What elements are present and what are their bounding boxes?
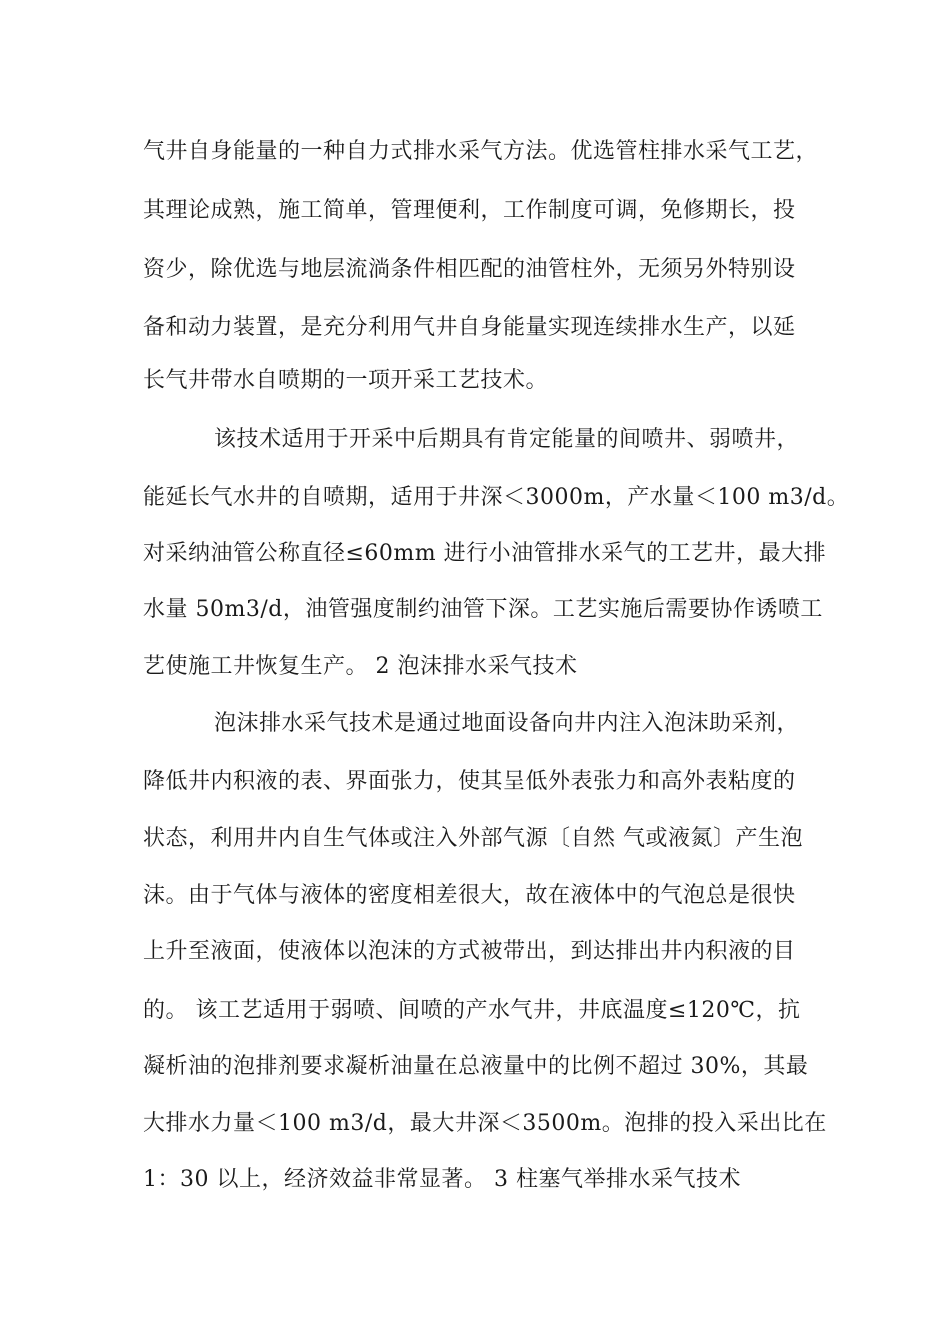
paragraph-start-line: 泡沫排水采气技术是通过地面设备向井内注入泡沫助采剂， [214, 711, 800, 736]
text-line: 大排水力量＜100 m3/d，最大井深＜3500m。泡排的投入采出比在 [143, 1111, 827, 1136]
text-line: 气井自身能量的一种自力式排水采气方法。优选管柱排水采气工艺， [143, 139, 819, 164]
text-line: 对采纳油管公称直径≤60mm 进行小油管排水采气的工艺井，最大排 [143, 541, 827, 566]
text-line: 其理论成熟，施工简单，管理便利，工作制度可调，免修期长，投 [143, 198, 796, 223]
text-line: 长气井带水自喷期的一项开采工艺技术。 [143, 368, 549, 393]
text-line: 资少，除优选与地层流淌条件相匹配的油管柱外，无须另外特别设 [143, 257, 796, 282]
text-line: 上升至液面，使液体以泡沫的方式被带出，到达排出井内积液的目 [143, 939, 796, 964]
text-line: 备和动力装置，是充分利用气井自身能量实现连续排水生产，以延 [143, 315, 796, 340]
text-line: 能延长气水井的自喷期，适用于井深＜3000m，产水量＜100 m3/d。 [143, 485, 850, 510]
text-line: 水量 50m3/d，油管强度制约油管下深。工艺实施后需要协作诱喷工 [143, 597, 823, 622]
text-line: 1：30 以上，经济效益非常显著。 3 柱塞气举排水采气技术 [143, 1167, 741, 1192]
text-line: 凝析油的泡排剂要求凝析油量在总液量中的比例不超过 30%，其最 [143, 1054, 809, 1079]
text-line: 状态，利用井内自生气体或注入外部气源〔自然 气或液氮〕产生泡 [143, 826, 803, 851]
text-line: 降低井内积液的表、界面张力，使其呈低外表张力和高外表粘度的 [143, 769, 796, 794]
text-line: 沫。由于气体与液体的密度相差很大，故在液体中的气泡总是很快 [143, 883, 796, 908]
paragraph-start-line: 该技术适用于开采中后期具有肯定能量的间喷井、弱喷井， [214, 427, 800, 452]
text-line: 的。 该工艺适用于弱喷、间喷的产水气井，井底温度≤120℃，抗 [143, 998, 801, 1023]
text-line: 艺使施工井恢复生产。 2 泡沫排水采气技术 [143, 654, 578, 679]
